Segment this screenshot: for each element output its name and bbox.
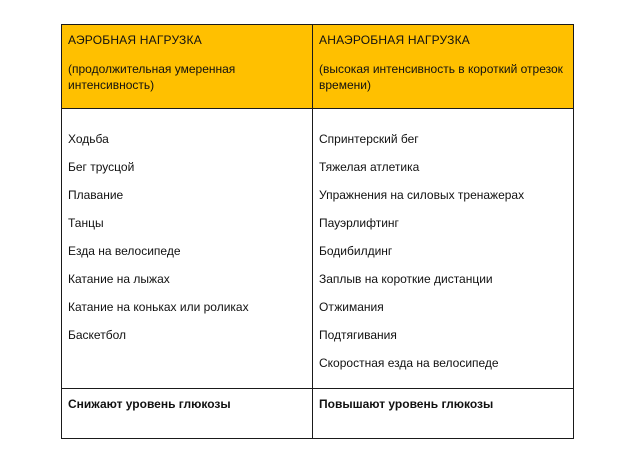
list-item: Скоростная езда на велосипеде xyxy=(319,356,499,370)
effect-row xyxy=(62,389,574,439)
aerobic-activity-list xyxy=(68,131,306,355)
comparison-table xyxy=(61,24,574,439)
list-item: Заплыв на короткие дистанции xyxy=(319,272,493,286)
activities-row xyxy=(62,109,574,389)
header-row xyxy=(62,25,574,109)
list-item: Упражнения на силовых тренажерах xyxy=(319,188,525,202)
list-item: Подтягивания xyxy=(319,328,397,342)
list-item: Бег трусцой xyxy=(68,160,135,174)
aerobic-title: АЭРОБНАЯ НАГРУЗКА xyxy=(68,33,202,47)
aerobic-effect: Снижают уровень глюкозы xyxy=(62,389,313,439)
list-item: Ходьба xyxy=(68,132,109,146)
list-item: Бодибилдинг xyxy=(319,244,393,258)
list-item: Езда на велосипеде xyxy=(68,244,181,258)
list-item: Баскетбол xyxy=(68,328,126,342)
aerobic-activities-cell xyxy=(62,109,313,389)
anaerobic-activity-list xyxy=(319,131,567,383)
anaerobic-subtitle: (высокая интенсивность в короткий отрезок времени) xyxy=(319,62,563,92)
aerobic-subtitle: (продолжительная умеренная интенсивность) xyxy=(68,62,236,92)
list-item: Катание на коньках или роликах xyxy=(68,300,249,314)
list-item: Тяжелая атлетика xyxy=(319,160,420,174)
aerobic-header-cell xyxy=(62,25,313,109)
list-item: Пауэрлифтинг xyxy=(319,216,399,230)
anaerobic-activities-cell xyxy=(313,109,574,389)
anaerobic-effect: Повышают уровень глюкозы xyxy=(313,389,574,439)
list-item: Танцы xyxy=(68,216,104,230)
anaerobic-title: АНАЭРОБНАЯ НАГРУЗКА xyxy=(319,33,470,47)
list-item: Отжимания xyxy=(319,300,384,314)
list-item: Катание на лыжах xyxy=(68,272,170,286)
anaerobic-header-cell xyxy=(313,25,574,109)
list-item: Спринтерский бег xyxy=(319,132,419,146)
list-item: Плавание xyxy=(68,188,124,202)
